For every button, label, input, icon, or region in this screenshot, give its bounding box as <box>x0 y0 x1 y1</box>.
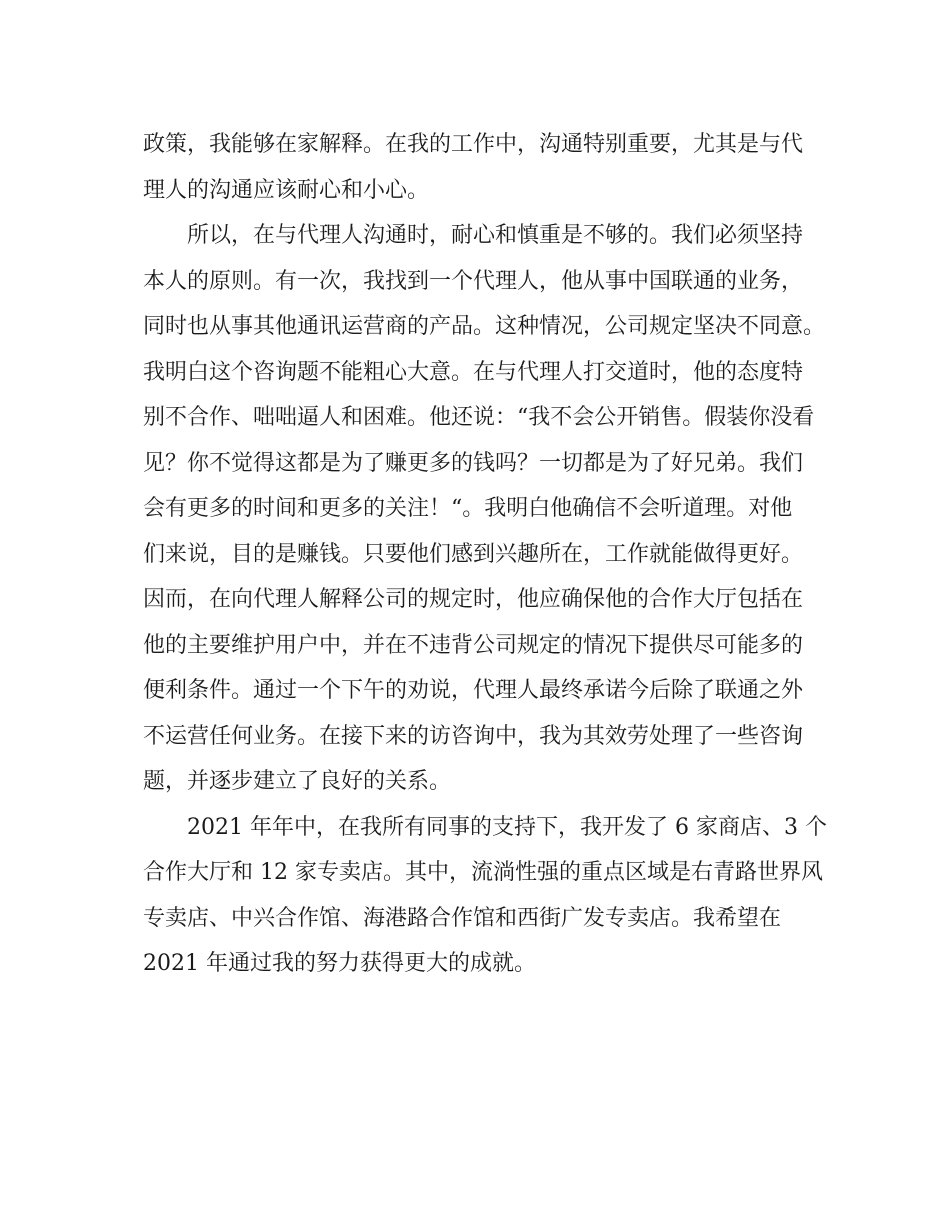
paragraph-line: 他的主要维护用户中，并在不违背公司规定的情况下提供尽可能多的 <box>143 632 804 658</box>
paragraph-line: 合作大厅和 12 家专卖店。其中，流淌性强的重点区域是右青路世界风 <box>143 860 823 885</box>
paragraph-line: 别不合作、咄咄逼人和困难。他还说：“我不会公开销售。假装你没看 <box>143 405 815 430</box>
document-body <box>143 122 827 987</box>
paragraph-line: 因而，在向代理人解释公司的规定时，他应确保他的合作大厅包括在 <box>143 587 804 612</box>
paragraph-line: 专卖店、中兴合作馆、海港路合作馆和西街广发专卖店。我希望在 <box>143 905 782 931</box>
paragraph-line: 理人的沟通应该耐心和小心。 <box>143 177 430 203</box>
paragraph-line: 同时也从事其他通讯运营商的产品。这种情况，公司规定坚决不同意。 <box>143 314 826 339</box>
paragraph-line: 政策，我能够在家解释。在我的工作中，沟通特别重要，尤其是与代 <box>143 132 804 157</box>
paragraph-line: 见？你不觉得这都是为了赚更多的钱吗？一切都是为了好兄弟。我们 <box>143 450 804 476</box>
paragraph-line: 们来说，目的是赚钱。只要他们感到兴趣所在，工作就能做得更好。 <box>143 541 804 567</box>
paragraph-line: 本人的原则。有一次，我找到一个代理人，他从事中国联通的业务， <box>143 268 804 294</box>
paragraph-line: 便利条件。通过一个下午的劝说，代理人最终承诺今后除了联通之外 <box>143 678 804 703</box>
paragraph-line: 2021 年年中，在我所有同事的支持下，我开发了 6 家商店、3 个 <box>187 814 827 840</box>
paragraph-line: 所以，在与代理人沟通时，耐心和慎重是不够的。我们必须坚持 <box>187 223 804 248</box>
paragraph-line: 不运营任何业务。在接下来的访咨询中，我为其效劳处理了一些咨询 <box>143 723 804 749</box>
paragraph-line: 题，并逐步建立了良好的关系。 <box>143 769 452 794</box>
paragraph-line: 会有更多的时间和更多的关注！“。我明白他确信不会听道理。对他 <box>143 496 793 521</box>
paragraph-line: 我明白这个咨询题不能粗心大意。在与代理人打交道时，他的态度特 <box>143 359 804 385</box>
paragraph-line: 2021 年通过我的努力获得更大的成就。 <box>143 951 536 976</box>
